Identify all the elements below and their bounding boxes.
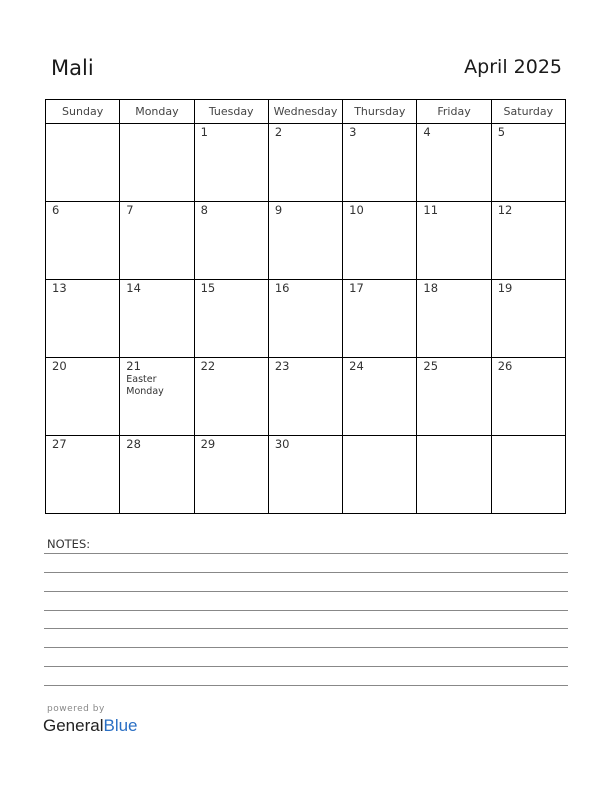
day-cell[interactable] [491, 358, 565, 436]
day-cell-content [120, 436, 193, 451]
day-cell[interactable] [417, 436, 491, 514]
day-cell-content [492, 436, 565, 438]
day-number: 17 [349, 281, 364, 295]
day-number: 26 [497, 359, 513, 373]
day-cell[interactable] [120, 124, 194, 202]
day-cell-content [492, 280, 565, 295]
day-number: 14 [126, 281, 141, 295]
week-row [46, 124, 566, 202]
day-cell[interactable] [343, 280, 417, 358]
day-cell[interactable] [120, 280, 194, 358]
day-cell[interactable] [46, 358, 120, 436]
note-line[interactable] [44, 591, 568, 592]
day-cell[interactable] [120, 358, 194, 436]
day-cell-content [46, 124, 119, 126]
day-cell[interactable] [491, 436, 565, 514]
notes-label: NOTES: [47, 537, 91, 551]
note-line[interactable] [44, 685, 568, 686]
day-cell-content [195, 436, 268, 451]
day-number: 25 [423, 359, 439, 373]
day-cell[interactable] [194, 280, 268, 358]
day-cell-content [195, 280, 268, 295]
day-number: 10 [349, 203, 364, 217]
day-number: 6 [52, 203, 60, 217]
day-cell-content [195, 358, 268, 373]
day-cell-content [343, 358, 416, 373]
brand-general: General [43, 716, 104, 735]
day-number: 19 [497, 281, 513, 295]
note-line[interactable] [44, 610, 568, 611]
day-cell-content [46, 436, 119, 451]
week-row [46, 202, 566, 280]
day-cell-content [120, 280, 193, 295]
day-number: 9 [274, 203, 283, 217]
day-cell[interactable] [491, 280, 565, 358]
day-cell[interactable] [343, 202, 417, 280]
day-cell-content [417, 124, 490, 139]
day-number: 5 [497, 125, 506, 139]
day-cell[interactable] [491, 124, 565, 202]
month-year-title: April 2025 [464, 56, 562, 78]
day-cell[interactable] [268, 436, 342, 514]
day-number: 27 [52, 437, 67, 451]
week-row [46, 436, 566, 514]
day-cell-content [269, 436, 342, 451]
day-cell-content [269, 358, 342, 373]
day-cell[interactable] [268, 124, 342, 202]
day-cell-content [492, 358, 565, 373]
day-cell[interactable] [268, 202, 342, 280]
note-line[interactable] [44, 553, 568, 554]
day-cell-content [343, 280, 416, 295]
weekday-tuesday: Tuesday [194, 100, 268, 124]
weekday-thursday: Thursday [343, 100, 417, 124]
day-number: 4 [423, 125, 431, 139]
note-line[interactable] [44, 628, 568, 629]
day-cell[interactable] [491, 202, 565, 280]
day-cell[interactable] [120, 436, 194, 514]
day-cell-content [269, 202, 342, 217]
calendar-grid [45, 99, 566, 514]
day-cell-content [46, 280, 119, 295]
day-cell[interactable] [194, 436, 268, 514]
weekday-friday: Friday [417, 100, 491, 124]
day-number: 12 [497, 203, 513, 217]
day-cell[interactable] [343, 124, 417, 202]
day-number: 18 [423, 281, 439, 295]
brand-blue: Blue [103, 716, 138, 735]
day-cell-content [195, 124, 268, 139]
day-cell-content [269, 280, 342, 295]
day-number: 24 [349, 359, 364, 373]
day-cell-content [120, 202, 193, 217]
day-cell-content [120, 358, 193, 398]
day-cell[interactable] [417, 202, 491, 280]
day-cell[interactable] [120, 202, 194, 280]
day-number: 11 [423, 203, 439, 217]
day-number: 29 [200, 437, 216, 451]
weekday-sunday: Sunday [46, 100, 120, 124]
day-cell[interactable] [194, 358, 268, 436]
day-number: 20 [52, 359, 67, 373]
note-line[interactable] [44, 647, 568, 648]
day-cell-content [492, 202, 565, 217]
day-number: 21 [126, 359, 141, 373]
day-cell[interactable] [268, 358, 342, 436]
holiday-label: Easter Monday [126, 374, 164, 397]
weekday-saturday: Saturday [491, 100, 565, 124]
day-cell-content [195, 202, 268, 217]
generalblue-logo[interactable] [43, 716, 138, 736]
day-number: 15 [200, 281, 216, 295]
day-cell[interactable] [343, 358, 417, 436]
weekday-monday: Monday [120, 100, 194, 124]
day-cell[interactable] [417, 124, 491, 202]
day-number: 23 [274, 359, 290, 373]
day-cell[interactable] [46, 436, 120, 514]
day-cell[interactable] [46, 202, 120, 280]
note-line[interactable] [44, 666, 568, 667]
day-number: 16 [274, 281, 290, 295]
day-cell[interactable] [343, 436, 417, 514]
note-line[interactable] [44, 572, 568, 573]
day-cell-content [492, 124, 565, 139]
day-cell-content [343, 124, 416, 139]
day-number: 1 [200, 125, 208, 139]
day-cell[interactable] [194, 202, 268, 280]
day-cell[interactable] [268, 280, 342, 358]
powered-by-text: powered by [47, 704, 105, 714]
day-cell[interactable] [417, 280, 491, 358]
day-cell-content [417, 436, 490, 438]
day-number: 7 [126, 203, 134, 217]
day-cell-content [417, 280, 490, 295]
day-cell[interactable] [417, 358, 491, 436]
day-cell[interactable] [194, 124, 268, 202]
weekday-wednesday: Wednesday [268, 100, 342, 124]
weekday-header-row [46, 100, 566, 124]
day-number: 28 [126, 437, 141, 451]
day-number: 8 [200, 203, 208, 217]
day-cell-content [269, 124, 342, 139]
week-row [46, 280, 566, 358]
day-number: 2 [274, 125, 283, 139]
day-cell[interactable] [46, 280, 120, 358]
country-title: Mali [51, 56, 94, 80]
day-cell-content [120, 124, 193, 126]
day-cell-content [46, 358, 119, 373]
day-number: 13 [52, 281, 67, 295]
day-cell-content [343, 436, 416, 438]
day-cell-content [417, 202, 490, 217]
day-cell-content [343, 202, 416, 217]
day-number: 3 [349, 125, 357, 139]
day-cell-content [417, 358, 490, 373]
day-cell-content [46, 202, 119, 217]
day-cell[interactable] [46, 124, 120, 202]
week-row [46, 358, 566, 436]
day-number: 22 [200, 359, 216, 373]
day-number: 30 [274, 437, 290, 451]
